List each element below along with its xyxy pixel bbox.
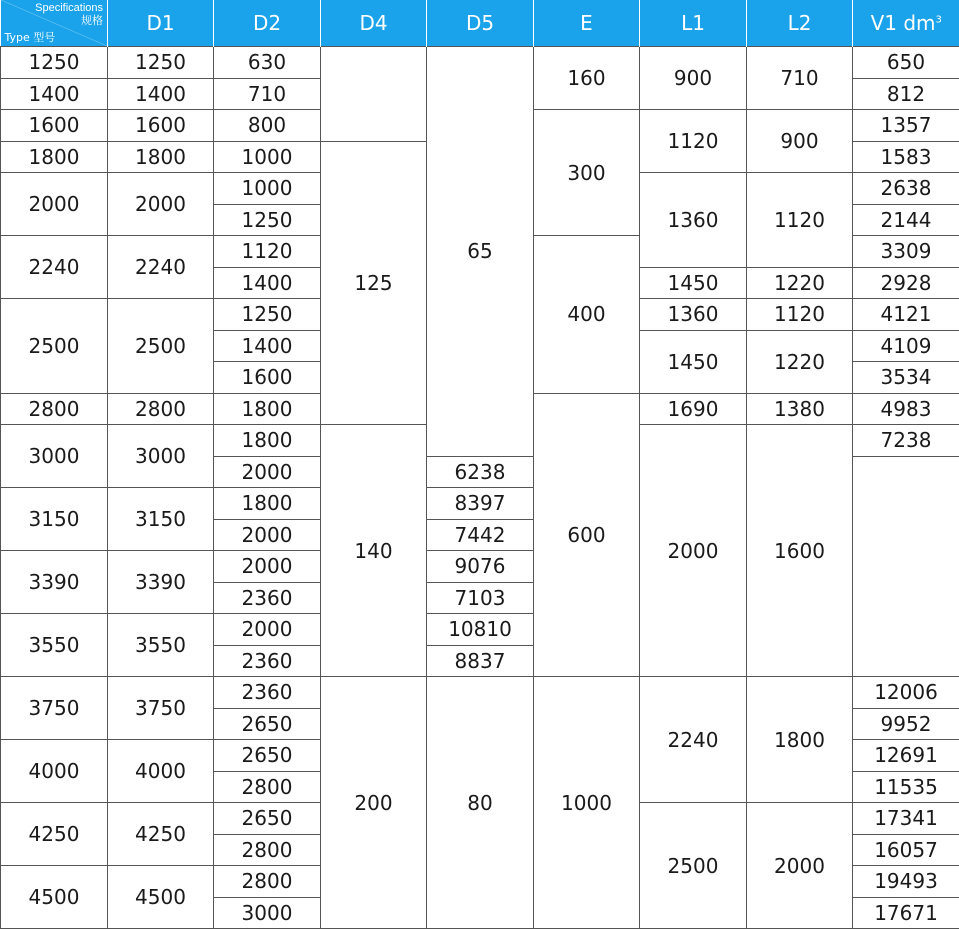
type-cell: 1250 — [1, 47, 108, 79]
type-cell: 4000 — [1, 740, 108, 803]
d2-cell: 1800 — [214, 393, 321, 425]
d1-cell: 3000 — [108, 425, 214, 488]
d2-cell: 1250 — [214, 204, 321, 236]
type-cell: 3390 — [1, 551, 108, 614]
d2-cell: 2360 — [214, 582, 321, 614]
l2-cell: 1380 — [747, 393, 853, 425]
d1-cell: 2500 — [108, 299, 214, 394]
v1-cell: 812 — [853, 78, 959, 110]
d4-cell: 125 — [321, 141, 427, 425]
type-cell: 2500 — [1, 299, 108, 394]
v1-cell: 12691 — [853, 740, 959, 772]
specifications-label: Specifications — [35, 2, 103, 14]
d2-cell: 630 — [214, 47, 321, 79]
v1-cell: 8837 — [427, 645, 534, 677]
d2-cell: 1800 — [214, 425, 321, 457]
type-cell: 3550 — [1, 614, 108, 677]
l1-cell: 1360 — [640, 299, 747, 331]
d1-cell: 4250 — [108, 803, 214, 866]
e-cell: 300 — [534, 110, 640, 236]
type-cell: 3750 — [1, 677, 108, 740]
type-cell: 1400 — [1, 78, 108, 110]
d4-cell: 140 — [321, 425, 427, 677]
d1-cell: 1400 — [108, 78, 214, 110]
type-cell: 2240 — [1, 236, 108, 299]
v1-cell: 4121 — [853, 299, 959, 331]
d4-cell — [321, 47, 427, 142]
v1-cell: 3534 — [853, 362, 959, 394]
d2-cell: 2360 — [214, 677, 321, 709]
corner-header — [1, 0, 108, 47]
d2-cell: 2800 — [214, 866, 321, 898]
type-cell: 3000 — [1, 425, 108, 488]
type-cell: 1800 — [1, 141, 108, 173]
l1-cell: 2240 — [640, 677, 747, 803]
d2-cell: 1400 — [214, 330, 321, 362]
v1-cell: 7103 — [427, 582, 534, 614]
d2-cell: 2800 — [214, 834, 321, 866]
e-cell: 400 — [534, 236, 640, 394]
l2-cell: 2000 — [747, 803, 853, 929]
d1-cell: 4000 — [108, 740, 214, 803]
l2-cell: 1120 — [747, 173, 853, 268]
d2-cell: 2000 — [214, 614, 321, 646]
header-row — [1, 0, 959, 47]
d2-cell: 1120 — [214, 236, 321, 268]
d1-cell: 3550 — [108, 614, 214, 677]
v1-cell: 2638 — [853, 173, 959, 205]
l1-cell: 1450 — [640, 267, 747, 299]
v1-cell: 9076 — [427, 551, 534, 583]
v1-cell: 4109 — [853, 330, 959, 362]
l2-cell: 1600 — [747, 425, 853, 677]
d1-cell: 3150 — [108, 488, 214, 551]
v1-cell: 2928 — [853, 267, 959, 299]
l1-cell: 1690 — [640, 393, 747, 425]
d1-cell: 4500 — [108, 866, 214, 929]
l1-cell: 1360 — [640, 173, 747, 268]
d2-cell: 2650 — [214, 708, 321, 740]
v1-label: V1 dm — [870, 11, 936, 35]
v1-cell: 19493 — [853, 866, 959, 898]
v1-cell: 9952 — [853, 708, 959, 740]
header-e: E — [534, 0, 640, 47]
d5-cell: 80 — [427, 677, 534, 929]
header-l1: L1 — [640, 0, 747, 47]
v1-cell: 2144 — [853, 204, 959, 236]
type-label: Type 型号 — [4, 31, 56, 44]
l2-cell: 710 — [747, 47, 853, 110]
d5-cell: 65 — [427, 47, 534, 457]
header-d2: D2 — [214, 0, 321, 47]
d2-cell: 2360 — [214, 645, 321, 677]
type-cell: 1600 — [1, 110, 108, 142]
l2-cell: 900 — [747, 110, 853, 173]
d2-cell: 1600 — [214, 362, 321, 394]
l1-cell: 1120 — [640, 110, 747, 173]
d1-cell: 2800 — [108, 393, 214, 425]
d2-cell: 2000 — [214, 456, 321, 488]
d2-cell: 2650 — [214, 740, 321, 772]
v1-cell: 1357 — [853, 110, 959, 142]
l1-cell: 2500 — [640, 803, 747, 929]
l2-cell: 1800 — [747, 677, 853, 803]
specifications-zh-label: 规格 — [81, 14, 103, 27]
d1-cell: 2000 — [108, 173, 214, 236]
v1-cell: 17341 — [853, 803, 959, 835]
header-v1 — [853, 0, 959, 47]
v1-cell: 11535 — [853, 771, 959, 803]
e-cell: 160 — [534, 47, 640, 110]
v1-cell: 12006 — [853, 677, 959, 709]
d2-cell: 2000 — [214, 551, 321, 583]
d4-cell: 200 — [321, 677, 427, 929]
v1-cell: 10810 — [427, 614, 534, 646]
v1-cell: 650 — [853, 47, 959, 79]
d1-cell: 1600 — [108, 110, 214, 142]
v1-cell: 7442 — [427, 519, 534, 551]
header-d1: D1 — [108, 0, 214, 47]
d1-cell: 3750 — [108, 677, 214, 740]
type-cell: 2800 — [1, 393, 108, 425]
header-d4: D4 — [321, 0, 427, 47]
v1-exponent: 3 — [935, 14, 942, 26]
d1-cell: 1800 — [108, 141, 214, 173]
d2-cell: 1400 — [214, 267, 321, 299]
d2-cell: 3000 — [214, 897, 321, 929]
l1-cell: 2000 — [640, 425, 747, 677]
e-cell: 600 — [534, 393, 640, 677]
l2-cell: 1220 — [747, 267, 853, 299]
l1-cell: 1450 — [640, 330, 747, 393]
type-cell: 4250 — [1, 803, 108, 866]
v1-cell: 4983 — [853, 393, 959, 425]
type-cell: 4500 — [1, 866, 108, 929]
l2-cell: 1120 — [747, 299, 853, 331]
type-cell: 2000 — [1, 173, 108, 236]
v1-cell: 17671 — [853, 897, 959, 929]
d2-cell: 1800 — [214, 488, 321, 520]
v1-cell: 1583 — [853, 141, 959, 173]
d2-cell: 710 — [214, 78, 321, 110]
l2-cell: 1220 — [747, 330, 853, 393]
type-cell: 3150 — [1, 488, 108, 551]
d2-cell: 1000 — [214, 141, 321, 173]
v1-cell: 3309 — [853, 236, 959, 268]
header-l2: L2 — [747, 0, 853, 47]
v1-cell: 7238 — [853, 425, 959, 457]
d2-cell: 1000 — [214, 173, 321, 205]
e-cell: 1000 — [534, 677, 640, 929]
l1-cell: 900 — [640, 47, 747, 110]
v1-cell: 16057 — [853, 834, 959, 866]
header-d5: D5 — [427, 0, 534, 47]
d1-cell: 1250 — [108, 47, 214, 79]
d2-cell: 2800 — [214, 771, 321, 803]
v1-cell: 6238 — [427, 456, 534, 488]
d2-cell: 2000 — [214, 519, 321, 551]
d1-cell: 2240 — [108, 236, 214, 299]
d1-cell: 3390 — [108, 551, 214, 614]
d2-cell: 1250 — [214, 299, 321, 331]
table-row — [1, 47, 959, 79]
d2-cell: 2650 — [214, 803, 321, 835]
table-row — [1, 677, 959, 709]
d2-cell: 800 — [214, 110, 321, 142]
v1-cell: 8397 — [427, 488, 534, 520]
